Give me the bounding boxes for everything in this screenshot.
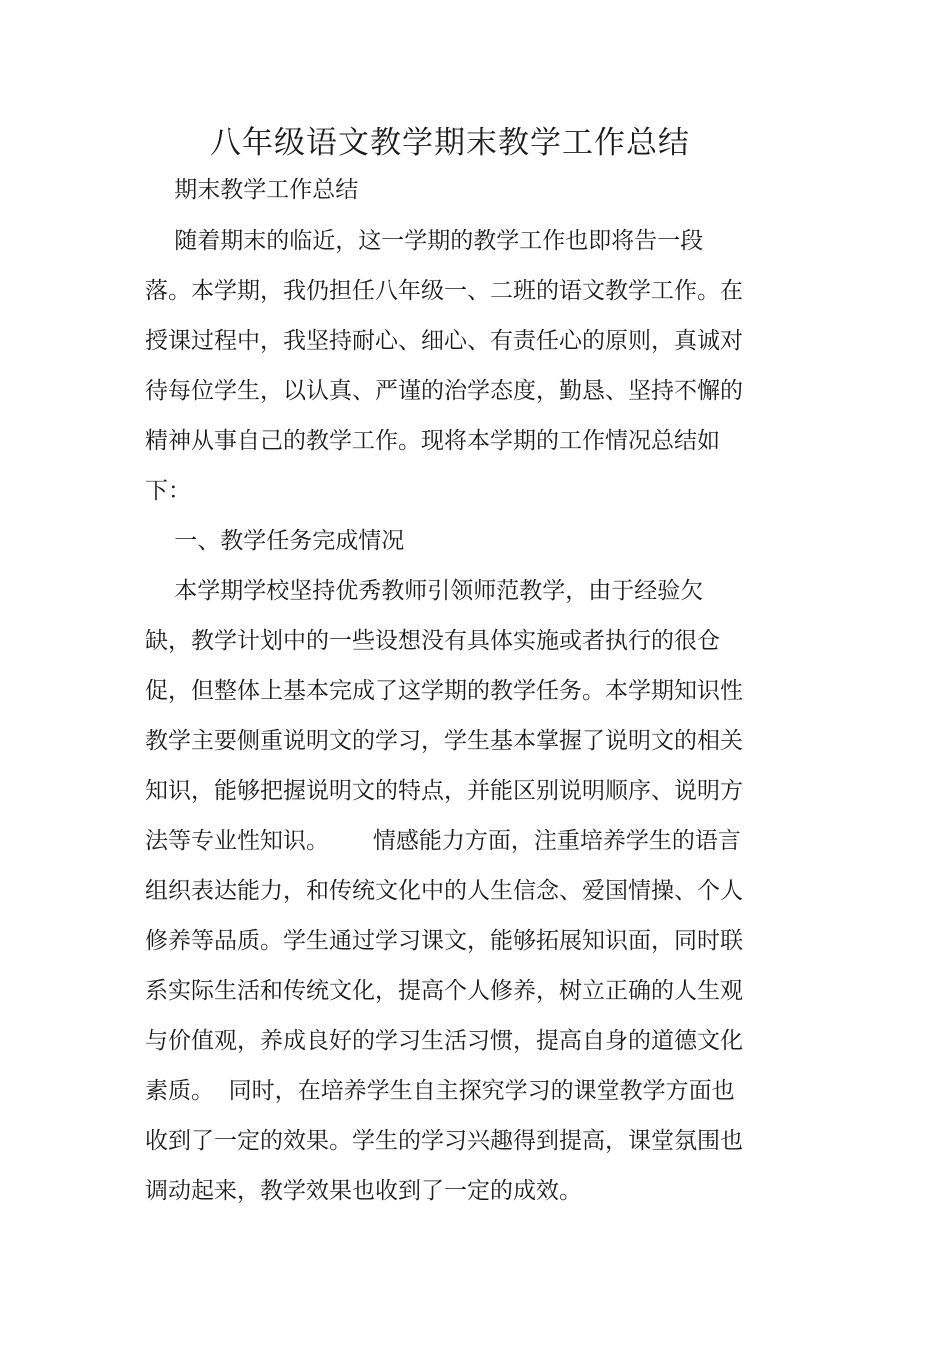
paragraph-line: 精神从事自己的教学工作。现将本学期的工作情况总结如	[145, 428, 720, 454]
paragraph-line: 素质。 同时，在培养学生自主探究学习的课堂教学方面也	[145, 1078, 735, 1104]
section-heading: 一、教学任务完成情况	[145, 528, 405, 554]
paragraph-line: 调动起来，教学效果也收到了一定的成效。	[145, 1178, 582, 1204]
paragraph-line: 教学主要侧重说明文的学习，学生基本掌握了说明文的相关	[145, 728, 743, 754]
subtitle-line: 期末教学工作总结	[145, 177, 359, 203]
paragraph-line: 授课过程中，我坚持耐心、细心、有责任心的原则，真诚对	[145, 328, 743, 354]
paragraph-line: 与价值观，养成良好的学习生活习惯，提高自身的道德文化	[145, 1028, 743, 1054]
document-title: 八年级语文教学期末教学工作总结	[210, 125, 690, 161]
paragraph-line: 法等专业性知识。 情感能力方面，注重培养学生的语言	[145, 828, 741, 854]
paragraph-line: 随着期末的临近，这一学期的教学工作也即将告一段	[145, 228, 704, 254]
paragraph-line: 知识，能够把握说明文的特点，并能区别说明顺序、说明方	[145, 778, 743, 804]
paragraph-line: 缺，教学计划中的一些设想没有具体实施或者执行的很仓	[145, 628, 720, 654]
paragraph-line: 促，但整体上基本完成了这学期的教学任务。本学期知识性	[145, 678, 743, 704]
paragraph-line: 待每位学生，以认真、严谨的治学态度，勤恳、坚持不懈的	[145, 378, 743, 404]
paragraph-line: 修养等品质。学生通过学习课文，能够拓展知识面，同时联	[145, 928, 743, 954]
paragraph-line: 组织表达能力，和传统文化中的人生信念、爱国情操、个人	[145, 878, 743, 904]
paragraph-line: 本学期学校坚持优秀教师引领师范教学，由于经验欠	[145, 578, 704, 604]
paragraph-line: 下：	[145, 478, 191, 504]
paragraph-line: 系实际生活和传统文化，提高个人修养，树立正确的人生观	[145, 978, 743, 1004]
paragraph-line: 收到了一定的效果。学生的学习兴趣得到提高，课堂氛围也	[145, 1128, 743, 1154]
paragraph-line: 落。本学期，我仍担任八年级一、二班的语文教学工作。在	[145, 278, 743, 304]
